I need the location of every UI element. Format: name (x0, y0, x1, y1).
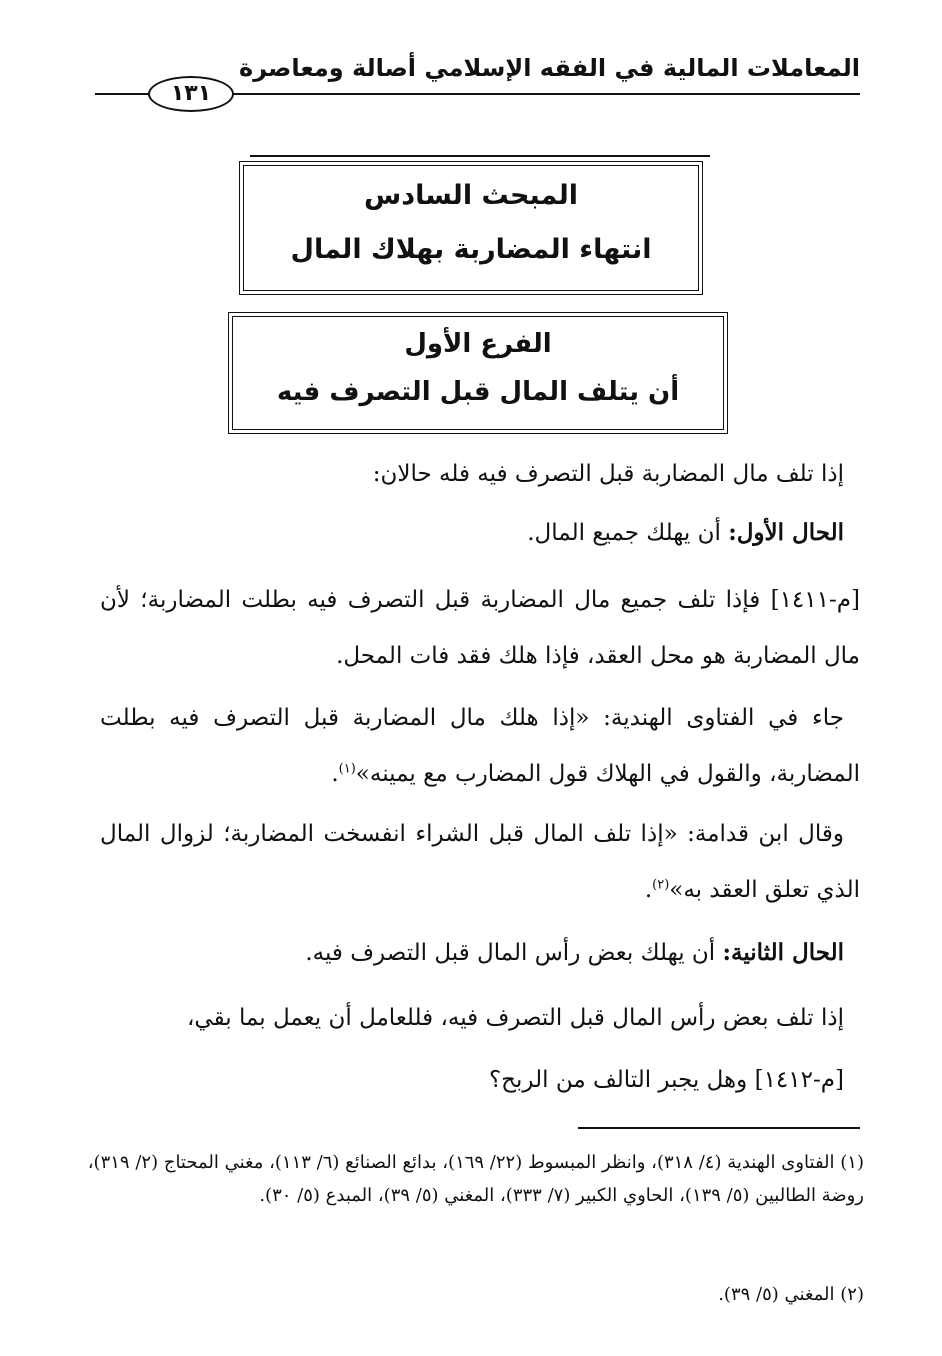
section-subtitle: انتهاء المضاربة بهلاك المال (290, 234, 652, 265)
m1411-text: فإذا تلف جميع مال المضاربة قبل التصرف فيه بطلت المضاربة؛ لأن مال المضاربة هو محل العقد، فإذا هلك فقد فات المحل. (100, 587, 860, 669)
case2-detail-paragraph: إذا تلف بعض رأس المال قبل التصرف فيه، فللعامل أن يعمل بما بقي، (187, 1005, 844, 1031)
subsection-subtitle: أن يتلف المال قبل التصرف فيه (276, 377, 680, 407)
footnote-1-number: (١) (840, 1152, 864, 1173)
case1-label: الحال الأول: (728, 519, 844, 546)
ibn-qudama-quote: وقال ابن قدامة: «إذا تلف المال قبل الشراء انفسخت المضاربة؛ لزوال المال الذي تعلق العقد به» (100, 821, 860, 903)
case1-text: أن يهلك جميع المال. (527, 520, 721, 546)
running-title: المعاملات المالية في الفقه الإسلامي أصالة ومعاصرة (239, 54, 860, 82)
footnote-2-text: المغني (٥/ ٣٩). (718, 1284, 835, 1305)
footnote-rule (578, 1127, 860, 1129)
section-title: المبحث السادس (363, 180, 579, 211)
case2-paragraph (100, 925, 860, 981)
m1411-ref: [م-١٤١١] (770, 587, 860, 613)
subsection-title: الفرع الأول (404, 329, 552, 359)
case1-paragraph (100, 505, 860, 561)
footnote-1 (79, 1146, 864, 1212)
case2-text: أن يهلك بعض رأس المال قبل التصرف فيه. (305, 940, 716, 966)
footnote-ref-1: (١) (338, 761, 356, 777)
footnote-ref-2: (٢) (652, 877, 670, 893)
case2-label: الحال الثانية: (722, 939, 844, 966)
m1412-ref: [م-١٤١٢] (754, 1067, 844, 1093)
m1412-paragraph (100, 1052, 860, 1108)
footnote-1-text: الفتاوى الهندية (٤/ ٣١٨)، وانظر المبسوط (٢٢/ ١٦٩)، بدائع الصنائع (٦/ ١١٣)، مغني المحتاج (٢/ ٣١٩)، روضة الطالبين (٥/ ١٣٩)، الحاوي الكبير (٧/ ٣٣٣)، المغني (٥/ ٣٩)، المبدع (٥/ ٣٠). (87, 1152, 864, 1206)
section-title-box (243, 165, 699, 291)
intro-paragraph: إذا تلف مال المضاربة قبل التصرف فيه فله حالان: (372, 461, 844, 487)
m1412-text: وهل يجبر التالف من الربح؟ (488, 1067, 748, 1093)
subsection-title-box (232, 316, 724, 430)
hindiyya-quote: جاء في الفتاوى الهندية: «إذا هلك مال المضاربة قبل التصرف فيه بطلت المضاربة، والقول في الهلاك قول المضارب مع يمينه» (100, 705, 860, 787)
m1411-paragraph (100, 572, 860, 684)
section-box-top-rule (250, 155, 710, 157)
hindiyya-paragraph: جاء في الفتاوى الهندية: «إذا هلك مال المضاربة قبل التصرف فيه بطلت المضاربة، والقول في الهلاك قول المضارب مع يمينه»$^{(١)}$. (100, 705, 860, 787)
ibn-qudama-paragraph: وقال ابن قدامة: «إذا تلف المال قبل الشراء انفسخت المضاربة؛ لزوال المال الذي تعلق العقد به»$^{(٢)}$. (100, 821, 860, 903)
page-number: ١٣١ (148, 76, 234, 112)
footnote-2 (79, 1278, 864, 1311)
footnote-2-number: (٢) (840, 1284, 864, 1305)
